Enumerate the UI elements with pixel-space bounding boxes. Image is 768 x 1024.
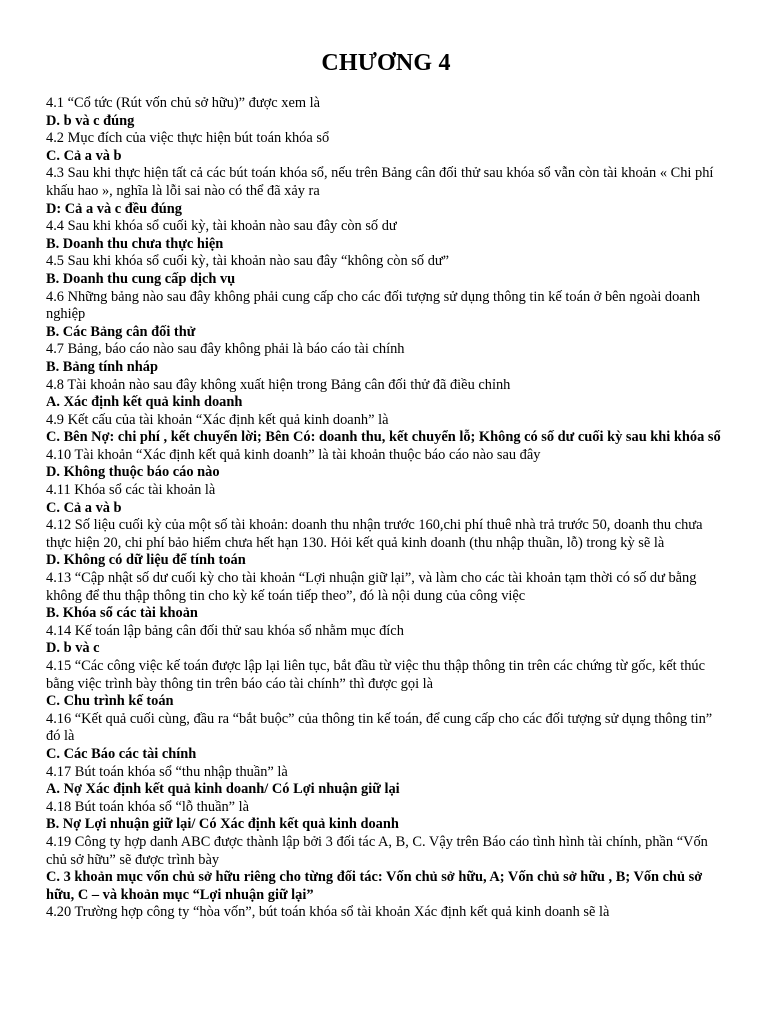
answer-text: D. b và c xyxy=(46,640,100,657)
answer-text: C. Cả a và b xyxy=(46,499,122,516)
answer-text: C. Bên Nợ: chi phí , kết chuyển lời; Bên Có: doanh thu, kết chuyển lỗ; Không có số dư cuối kỳ sau khi khóa sổ xyxy=(46,429,721,446)
answer-text: B. Doanh thu cung cấp dịch vụ xyxy=(46,270,236,287)
document-page xyxy=(46,47,726,922)
answer-text: D: Cả a và c đều đúng xyxy=(46,200,182,217)
question-text: 4.1 “Cổ tức (Rút vốn chủ sở hữu)” được xem là xyxy=(46,95,321,111)
question-text: 4.3 Sau khi thực hiện tất cả các bút toán khóa sổ, nếu trên Bảng cân đối thử sau khóa sổ vẫn còn tài khoản « Chi phí khấu hao », nghĩa là lỗi sai nào có thể đã xảy ra xyxy=(46,165,714,199)
answer-text: D. Không thuộc báo cáo nào xyxy=(46,464,220,481)
answer-text: D. b và c đúng xyxy=(46,112,135,129)
answer-text: A. Xác định kết quả kinh doanh xyxy=(46,394,243,411)
answer-text: B. Doanh thu chưa thực hiện xyxy=(46,235,224,252)
question-text: 4.14 Kế toán lập bảng cân đối thử sau khóa sổ nhằm mục đích xyxy=(46,622,404,639)
answer-text: C. 3 khoản mục vốn chủ sở hữu riêng cho từng đối tác: Vốn chủ sở hữu, A; Vốn chủ sở hữu , B; Vốn chủ sở hữu, C – và khoản mục “Lợi nhuận giữ lại” xyxy=(46,869,703,903)
question-text: 4.7 Bảng, báo cáo nào sau đây không phải là báo cáo tài chính xyxy=(46,341,405,358)
question-text: 4.8 Tài khoản nào sau đây không xuất hiện trong Bảng cân đối thử đã điều chỉnh xyxy=(46,376,511,393)
question-text: 4.6 Những bảng nào sau đây không phải cung cấp cho các đối tượng sử dụng thông tin kế toán ở bên ngoài doanh nghiệp xyxy=(46,288,701,323)
question-text: 4.2 Mục đích của việc thực hiện bút toán khóa sổ xyxy=(46,130,330,147)
question-text: 4.18 Bút toán khóa sổ “lỗ thuần” là xyxy=(46,798,250,815)
answer-text: B. Các Bảng cân đối thử xyxy=(46,323,196,340)
question-text: 4.4 Sau khi khóa sổ cuối kỳ, tài khoản nào sau đây còn số dư xyxy=(46,218,397,235)
answer-text: B. Nợ Lợi nhuận giữ lại/ Có Xác định kết quả kinh doanh xyxy=(46,816,399,833)
question-text: 4.16 “Kết quả cuối cùng, đầu ra “bắt buộc” của thông tin kế toán, để cung cấp cho các đối tượng sử dụng thông tin” đó là xyxy=(46,710,713,745)
question-text: 4.9 Kết cấu của tài khoản “Xác định kết quả kinh doanh” là xyxy=(46,411,389,428)
answer-text: C. Chu trình kế toán xyxy=(46,693,174,710)
question-text: 4.5 Sau khi khóa sổ cuối kỳ, tài khoản nào sau đây “không còn số dư” xyxy=(46,253,450,270)
question-text: 4.12 Số liệu cuối kỳ của một số tài khoản: doanh thu nhận trước 160,chi phí thuê nhà trả trước 50, doanh thu chưa thực hiện 20, chi phí bảo hiểm chưa hết hạn 130. Hỏi kết quả kinh doanh (thu nhập thuần, lỗ) trong kỳ sẽ là xyxy=(46,517,703,551)
question-text: 4.10 Tài khoản “Xác định kết quả kinh doanh” là tài khoản thuộc báo cáo nào sau đây xyxy=(46,446,541,463)
question-text: 4.20 Trường hợp công ty “hòa vốn”, bút toán khóa sổ tài khoản Xác định kết quả kinh doanh sẽ là xyxy=(46,904,610,921)
answer-text: A. Nợ Xác định kết quả kinh doanh/ Có Lợi nhuận giữ lại xyxy=(46,781,400,798)
question-text: 4.17 Bút toán khóa sổ “thu nhập thuần” là xyxy=(46,763,288,780)
chapter-title: CHƯƠNG 4 xyxy=(321,50,451,76)
answer-text: B. Bảng tính nháp xyxy=(46,358,158,375)
question-list xyxy=(46,95,726,922)
question-text: 4.11 Khóa sổ các tài khoản là xyxy=(46,482,216,499)
answer-text: C. Cả a và b xyxy=(46,147,122,164)
answer-text: B. Khóa sổ các tài khoản xyxy=(46,605,198,622)
question-text: 4.19 Công ty hợp danh ABC được thành lập bởi 3 đối tác A, B, C. Vậy trên Báo cáo tình hình tài chính, phần “Vốn chủ sở hữu” sẽ được trình bày xyxy=(46,833,708,868)
question-text: 4.15 “Các công việc kế toán được lập lại liên tục, bắt đầu từ việc thu thập thông tin trên các chứng từ gốc, kết thúc bằng việc trình bày thông tin trên báo cáo tài chính” thì được gọi là xyxy=(46,658,705,692)
answer-text: D. Không có dữ liệu để tính toán xyxy=(46,552,246,569)
answer-text: C. Các Báo các tài chính xyxy=(46,745,197,762)
question-text: 4.13 “Cập nhật số dư cuối kỳ cho tài khoản “Lợi nhuận giữ lại”, và làm cho các tài khoản tạm thời có số dư bằng không để thu thập thông tin cho kỳ kế toán tiếp theo”, đó là nội dung của công việc xyxy=(46,570,697,604)
